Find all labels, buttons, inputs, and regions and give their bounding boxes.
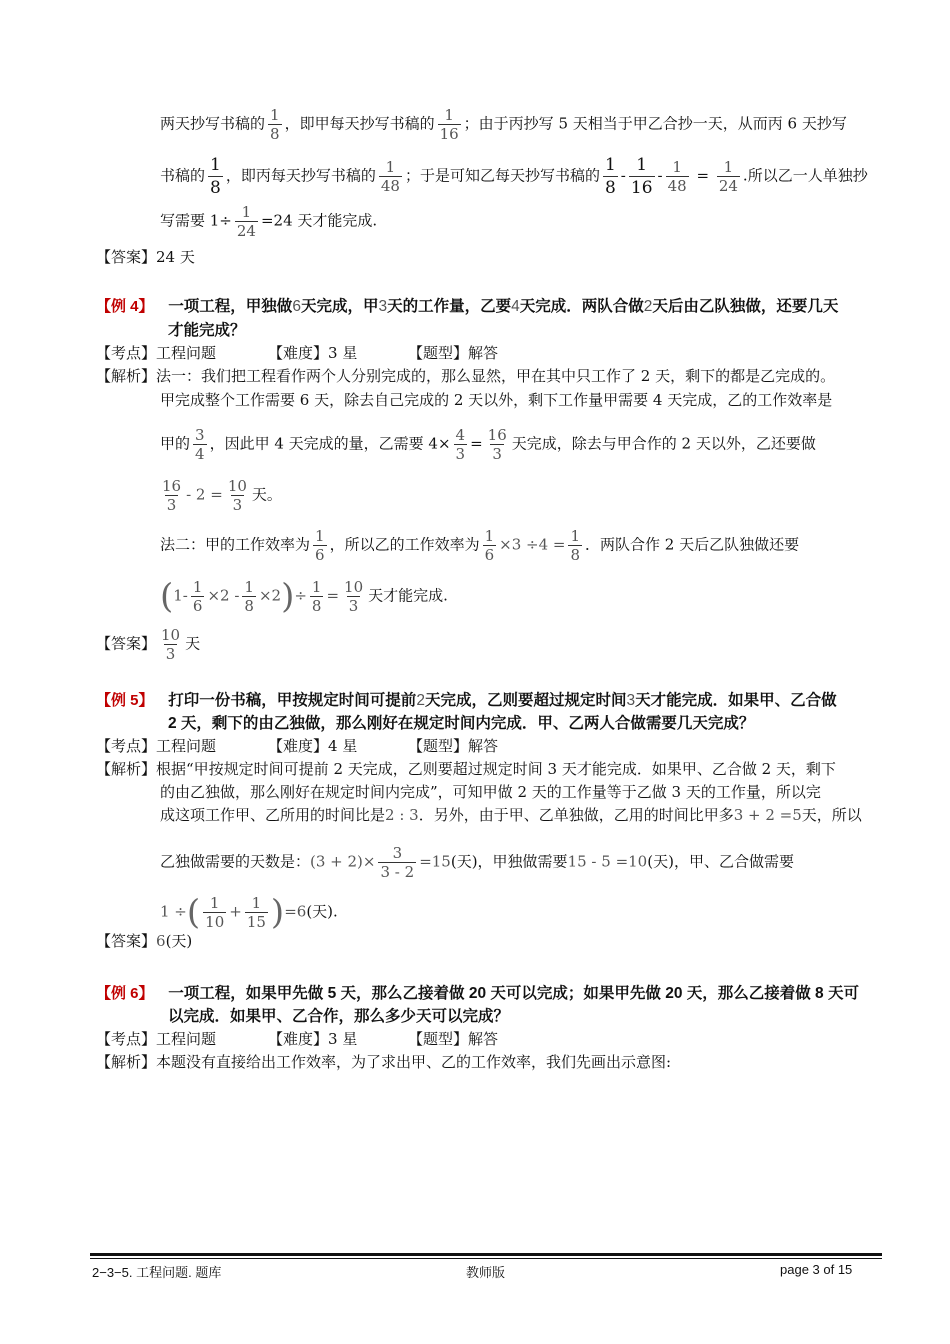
difficulty: [268, 736, 357, 756]
example-4-solution-line-2: 甲完成整个工作需要 6 天，除去自己完成的 2 天以外，剩下工作量甲需要 4 天完成，乙的工作效率是: [160, 391, 833, 409]
answer-label: 【答案】: [96, 248, 157, 266]
analysis-label: 【解析】: [96, 760, 157, 778]
right-paren: ): [281, 576, 295, 617]
example-4-question-line-1: [96, 296, 838, 317]
numerator: 1: [210, 155, 221, 175]
numerator: 4: [455, 426, 466, 444]
text: 天完成，乙则要超过规定时间: [424, 692, 627, 709]
type-value: 解答: [468, 344, 499, 362]
denominator: 4: [195, 445, 205, 463]
numerator: 16: [162, 477, 182, 495]
kaodian-value: 工程问题: [156, 737, 217, 755]
fraction: [226, 477, 249, 514]
numerator: 10: [344, 578, 364, 596]
difficulty-label: 【难度】: [268, 344, 329, 362]
difficulty-label: 【难度】: [268, 737, 329, 755]
numerator: 1: [444, 106, 454, 124]
example-5-solution-line-1: [96, 759, 836, 779]
text: 天。: [251, 485, 282, 504]
operator: =: [696, 166, 710, 185]
text: =24 天才能完成.: [260, 211, 378, 230]
example-4-solution-line-4: [160, 477, 282, 514]
example-4-solution-line-1: [96, 366, 835, 386]
denominator: 3: [455, 445, 466, 463]
kaodian-label: 【考点】: [96, 344, 157, 362]
text: 根据“甲按规定时间可提前 2 天完成，乙则要超过规定时间 3 天才能完成．如果甲、乙合做 2 天，剩下: [156, 760, 836, 778]
fraction: [313, 527, 327, 564]
denominator: 16: [630, 178, 653, 198]
text: 写需要 1÷: [160, 211, 232, 230]
numerator: 1: [604, 155, 616, 175]
text: ．另外，由于甲、乙单独做，乙用的时间比甲多: [418, 806, 734, 824]
text: 成这项工作甲、乙所用的时间比是: [160, 806, 386, 824]
analysis-label: 【解析】: [96, 367, 157, 385]
example-4-solution-line-5: [160, 527, 799, 564]
numerator: 1: [244, 578, 254, 596]
expression: =15: [419, 852, 451, 871]
text: ，因此甲 4 天完成的量，乙需要 4×: [209, 434, 451, 453]
kaodian-label: 【考点】: [96, 737, 157, 755]
text: 打印一份书稿，甲按规定时间可提前: [168, 692, 417, 709]
example-label: 【例 5】: [96, 692, 154, 709]
numerator: 1: [315, 527, 325, 545]
right-paren: ): [270, 892, 285, 933]
operator: =: [326, 586, 340, 605]
number: 3: [626, 692, 636, 709]
answer-unit: 天: [185, 634, 201, 653]
type-label: 【题型】: [408, 344, 469, 362]
text: 天后由乙队独做，还要几天: [652, 298, 839, 315]
example-label: 【例 6】: [96, 985, 154, 1002]
question-type: [408, 343, 498, 363]
left-paren: (: [160, 576, 174, 617]
question-text: [168, 298, 838, 315]
example-6-meta: [96, 1029, 499, 1049]
number: 2: [643, 298, 653, 315]
fraction: [666, 158, 689, 195]
example-5-question-line-1: [96, 690, 837, 711]
top-solution-line-2: [160, 154, 868, 199]
denominator: 3: [348, 597, 359, 615]
numerator: 1: [484, 527, 495, 545]
denominator: 3: [165, 645, 176, 663]
numerator: 1: [672, 158, 682, 176]
type-value: 解答: [468, 1030, 499, 1048]
example-4-solution-line-3: [160, 426, 816, 463]
expression: ×3 ÷4 =: [499, 535, 566, 554]
text: .所以乙一人单独抄: [742, 166, 868, 185]
kaodian-label: 【考点】: [96, 1030, 157, 1048]
difficulty-value: 4 星: [328, 737, 358, 755]
fraction: [208, 154, 223, 199]
answer-unit: (天): [165, 932, 193, 950]
text: (天).: [306, 902, 338, 921]
answer-label: 【答案】: [96, 634, 157, 653]
difficulty-value: 3 星: [328, 1030, 358, 1048]
fraction: [438, 106, 461, 143]
fraction: [268, 106, 282, 143]
denominator: 6: [192, 597, 203, 615]
difficulty-label: 【难度】: [268, 1030, 329, 1048]
numerator: 1: [241, 203, 252, 221]
difficulty: [268, 1029, 357, 1049]
text: ；于是可知乙每天抄写书稿的: [404, 166, 600, 185]
operator: ÷: [294, 586, 307, 605]
denominator: 16: [439, 125, 459, 143]
text: ，所以乙的工作效率为: [329, 535, 480, 554]
fraction: [378, 844, 416, 881]
fraction: [191, 578, 205, 615]
denominator: 3: [166, 496, 177, 514]
top-answer: [96, 247, 195, 267]
numerator: 1: [311, 578, 322, 596]
denominator: 8: [244, 597, 254, 615]
expression: ×2 -: [207, 586, 240, 605]
fraction: [310, 578, 324, 615]
number: 2: [416, 692, 425, 709]
type-label: 【题型】: [408, 1030, 469, 1048]
footer-rule-thick: [90, 1253, 882, 1256]
numerator: 1: [209, 894, 220, 912]
example-4-question-line-2: 才能完成？: [168, 322, 246, 339]
footer-rule-thin: [90, 1258, 882, 1259]
expression: ×2: [258, 586, 282, 605]
fraction: [483, 527, 497, 564]
example-4-solution-line-6: [160, 578, 448, 615]
expression: (3 + 2)×: [310, 852, 376, 871]
fraction: [159, 626, 182, 663]
denominator: 48: [667, 177, 687, 195]
footer-doc-title: 2−3−5. 工程问题. 题库: [92, 1265, 222, 1280]
numerator: 1: [192, 578, 203, 596]
numerator: 1: [723, 158, 734, 176]
denominator: 6: [315, 546, 325, 564]
numerator: 1: [270, 106, 280, 124]
question-text: 一项工程，如果甲先做 5 天，那么乙接着做 20 天可以完成；如果甲先做 20 天，那么乙接着做 8 天可: [168, 985, 859, 1002]
fraction: [486, 426, 509, 463]
number: 4: [511, 298, 520, 315]
text: (天)，甲、乙合做需要: [647, 852, 794, 871]
number: 3: [378, 298, 388, 315]
numerator: 16: [487, 426, 507, 444]
fraction: [629, 154, 655, 199]
kaodian-value: 工程问题: [156, 344, 217, 362]
example-5-solution-line-2: 的由乙独做，那么刚好在规定时间内完成”，可知甲做 2 天的工作量等于乙做 3 天的工作量，所以完: [160, 783, 821, 801]
denominator: 3: [232, 496, 243, 514]
expression: 15 - 5 =10: [567, 852, 648, 871]
denominator: 3: [492, 445, 502, 463]
operator: -: [620, 166, 626, 185]
example-5-solution-line-5: [160, 894, 338, 931]
analysis-label: 【解析】: [96, 1053, 157, 1071]
difficulty-value: 3 星: [328, 344, 358, 362]
text: 两天抄写书稿的: [160, 114, 266, 133]
fraction: [454, 426, 468, 463]
text: 天完成，甲: [300, 298, 379, 315]
difficulty: [268, 343, 357, 363]
answer-value: 24 天: [156, 248, 195, 266]
text: 天的工作量，乙要: [387, 298, 512, 315]
example-6-question-line-2: 以完成．如果甲、乙合作，那么多少天可以完成？: [168, 1008, 510, 1025]
example-6-solution-line-1: [96, 1052, 671, 1072]
text: 书稿的: [160, 166, 206, 185]
denominator: 8: [570, 546, 580, 564]
denominator: 6: [484, 546, 495, 564]
fraction: [603, 154, 618, 199]
question-type: [408, 736, 498, 756]
numerator: 1: [570, 527, 580, 545]
text: 天才能完成．如果甲、乙合做: [635, 692, 837, 709]
example-4-meta: [96, 343, 499, 363]
numerator: 1: [636, 155, 648, 175]
fraction: [193, 426, 207, 463]
denominator: 8: [311, 597, 322, 615]
kaodian-value: 工程问题: [156, 1030, 217, 1048]
denominator: 3 - 2: [380, 863, 415, 881]
ratio: 2 : 3: [385, 806, 419, 824]
denominator: 8: [604, 178, 616, 198]
fraction: [717, 158, 740, 195]
text: ；由于丙抄写 5 天相当于甲乙合抄一天，从而丙 6 天抄写: [463, 114, 847, 133]
expression: 1-: [173, 586, 188, 605]
expression: 3 + 2 =5: [733, 806, 802, 824]
expression: - 2 =: [186, 485, 223, 504]
numerator: 10: [227, 477, 247, 495]
fraction: [203, 894, 226, 931]
example-5-question-line-2: 2 天，剩下的由乙独做，那么刚好在规定时间内完成．甲、乙两人合做需要几天完成？: [168, 715, 755, 732]
denominator: 15: [246, 913, 266, 931]
top-solution-line-1: [160, 106, 847, 143]
operator: +: [229, 902, 242, 921]
text: 法二：甲的工作效率为: [160, 535, 311, 554]
example-5-meta: [96, 736, 499, 756]
text: 乙独做需要的天数是：: [160, 852, 311, 871]
example-5-solution-line-3: [160, 805, 862, 825]
numerator: 10: [161, 626, 181, 644]
text: ．两队合作 2 天后乙队独做还要: [585, 535, 800, 554]
fraction: [160, 477, 183, 514]
expression: 1 ÷: [160, 902, 187, 921]
text: 天完成，除去与甲合作的 2 天以外，乙还要做: [511, 434, 816, 453]
operator: -: [657, 166, 663, 185]
type-value: 解答: [468, 737, 499, 755]
text: 天，所以: [801, 806, 862, 824]
example-label: 【例 4】: [96, 298, 154, 315]
text: 本题没有直接给出工作效率，为了求出甲、乙的工作效率，我们先画出示意图:: [156, 1053, 672, 1071]
text: 天才能完成.: [368, 586, 448, 605]
type-label: 【题型】: [408, 737, 469, 755]
expression: =6: [284, 902, 307, 921]
text: 法一：我们把工程看作两个人分别完成的，那么显然，甲在其中只工作了 2 天，剩下的都是乙完成的。: [156, 367, 836, 385]
operator: =: [470, 434, 483, 453]
denominator: 8: [270, 125, 280, 143]
numerator: 1: [251, 894, 262, 912]
footer-edition: 教师版: [466, 1265, 506, 1280]
fraction: [235, 203, 258, 240]
question-type: [408, 1029, 498, 1049]
fraction: [245, 894, 268, 931]
top-solution-line-3: [160, 203, 377, 240]
example-5-solution-line-4: [160, 844, 794, 881]
text: 甲的: [160, 434, 191, 453]
numerator: 1: [385, 158, 396, 176]
numerator: 3: [195, 426, 205, 444]
number: 6: [292, 298, 301, 315]
denominator: 48: [380, 177, 400, 195]
answer-value: 6: [156, 932, 166, 950]
text: 一项工程，甲独做: [168, 298, 293, 315]
example-6-question-line-1: [96, 983, 859, 1004]
fraction: [242, 578, 256, 615]
denominator: 8: [210, 178, 221, 198]
answer-label: 【答案】: [96, 932, 157, 950]
text: ，即甲每天抄写书稿的: [284, 114, 435, 133]
question-text: [168, 692, 836, 709]
fraction: [379, 158, 402, 195]
fraction: [342, 578, 365, 615]
text: (天)，甲独做需要: [450, 852, 568, 871]
text: ，即丙每天抄写书稿的: [225, 166, 376, 185]
footer-page-number: page 3 of 15: [780, 1262, 853, 1277]
fraction: [568, 527, 582, 564]
left-paren: (: [186, 892, 201, 933]
example-4-answer: [96, 626, 200, 663]
text: 天完成．两队合做: [519, 298, 644, 315]
denominator: 24: [236, 222, 256, 240]
example-5-answer: [96, 931, 192, 951]
denominator: 24: [718, 177, 738, 195]
numerator: 3: [392, 844, 403, 862]
denominator: 10: [205, 913, 225, 931]
